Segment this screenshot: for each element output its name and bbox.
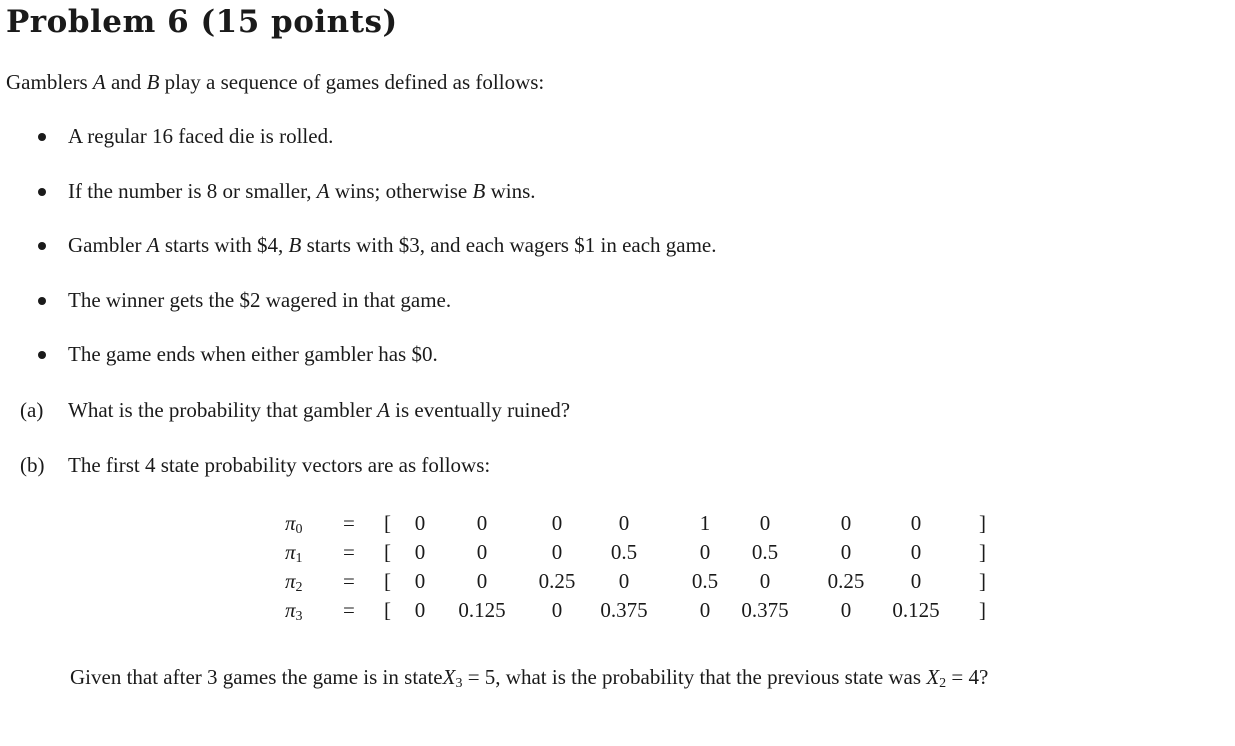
question-text: = 5, what is the probability that the previous state was xyxy=(462,665,927,689)
part-a-text: What is the probability that gambler xyxy=(68,398,378,422)
rules-list xyxy=(38,114,717,387)
rule-text: The winner gets the $2 wagered in that game. xyxy=(68,287,452,312)
question-text: Given that after 3 games the game is in state xyxy=(70,665,443,689)
rule-text: starts with $3, and each wagers $1 in each game. xyxy=(301,233,717,257)
vector-cell: 0 xyxy=(551,540,563,564)
vector-index: 3 xyxy=(295,609,303,624)
var-b: B xyxy=(146,70,160,94)
part-a xyxy=(20,398,570,423)
var-b: B xyxy=(472,178,486,203)
part-b-text: The first 4 state probability vectors are as follows: xyxy=(68,453,491,477)
part-b-question xyxy=(70,662,1220,699)
vector-cell: 0 xyxy=(699,598,711,622)
vector-cell: 0.125 xyxy=(458,598,506,622)
vector-name xyxy=(285,596,325,631)
left-bracket: [ xyxy=(384,598,391,622)
x3-subscript: 3 xyxy=(455,676,463,691)
vector-cell: 1 xyxy=(699,511,711,535)
vector-cell: 0 xyxy=(414,511,426,535)
vector-cell: 0 xyxy=(759,569,771,593)
vector-cell: 0 xyxy=(910,540,922,564)
vector-cell: 0 xyxy=(840,598,852,622)
part-b xyxy=(20,453,490,478)
x2-subscript: 2 xyxy=(939,676,947,691)
vector-row xyxy=(285,567,1005,596)
equals-sign: = xyxy=(343,569,355,593)
var-a: A xyxy=(146,233,160,257)
vector-cell: 0.125 xyxy=(892,598,940,622)
intro-paragraph xyxy=(6,70,544,95)
vector-cell: 0.25 xyxy=(538,569,576,593)
vector-cell: 0 xyxy=(759,511,771,535)
var-a: A xyxy=(316,178,330,203)
vector-cell: 0 xyxy=(910,569,922,593)
vector-cell: 0 xyxy=(910,511,922,535)
rule-item xyxy=(38,223,717,278)
rule-item xyxy=(38,169,717,224)
vector-cell: 0 xyxy=(476,569,488,593)
vector-cell: 0.5 xyxy=(610,540,638,564)
vector-cell: 0.25 xyxy=(827,569,865,593)
equals-sign: = xyxy=(343,540,355,564)
problem-title: Problem 6 (15 points) xyxy=(6,4,398,40)
vector-index: 2 xyxy=(295,580,303,595)
vector-cell: 0 xyxy=(551,598,563,622)
equals-sign: = xyxy=(343,511,355,535)
rule-text: A regular 16 faced die is rolled. xyxy=(68,124,334,148)
part-b-label: (b) xyxy=(20,453,45,477)
vector-cell: 0 xyxy=(414,540,426,564)
vector-cell: 0 xyxy=(551,511,563,535)
right-bracket: ] xyxy=(979,598,986,622)
vector-cell: 0.5 xyxy=(751,540,779,564)
rule-text: starts with $4, xyxy=(159,233,289,257)
pi-symbol: π xyxy=(285,569,296,593)
vector-cell: 0 xyxy=(699,540,711,564)
part-a-label: (a) xyxy=(20,398,44,422)
pi-symbol: π xyxy=(285,511,296,535)
vector-cell: 0 xyxy=(618,569,630,593)
rule-text: wins. xyxy=(485,178,536,203)
rule-text: Gambler xyxy=(68,233,147,257)
vector-cell: 0 xyxy=(414,598,426,622)
rule-text: If the number is 8 or smaller, xyxy=(68,178,317,203)
vector-row xyxy=(285,509,1005,538)
vector-cell: 0.5 xyxy=(691,569,719,593)
left-bracket: [ xyxy=(384,569,391,593)
var-b: B xyxy=(288,233,302,257)
left-bracket: [ xyxy=(384,540,391,564)
vector-cell: 0 xyxy=(476,511,488,535)
vector-cell: 0 xyxy=(618,511,630,535)
pi-symbol: π xyxy=(285,598,296,622)
intro-text-1: Gamblers xyxy=(6,70,93,94)
var-a: A xyxy=(377,398,390,422)
intro-text-2: and xyxy=(105,70,147,94)
vector-row xyxy=(285,596,1005,625)
vector-cell: 0.375 xyxy=(741,598,789,622)
var-x3: X xyxy=(442,665,456,689)
var-a: A xyxy=(92,70,106,94)
pi-symbol: π xyxy=(285,540,296,564)
vector-index: 1 xyxy=(295,551,303,566)
vector-row xyxy=(285,538,1005,567)
part-a-text: is eventually ruined? xyxy=(389,398,571,422)
right-bracket: ] xyxy=(979,540,986,564)
rule-text: wins; otherwise xyxy=(329,178,473,203)
question-text: = 4? xyxy=(946,665,989,689)
right-bracket: ] xyxy=(979,569,986,593)
vector-cell: 0 xyxy=(414,569,426,593)
rule-item xyxy=(38,278,717,333)
state-probability-matrix xyxy=(285,509,1005,625)
intro-text-3: play a sequence of games defined as follows: xyxy=(159,70,545,94)
vector-cell: 0 xyxy=(476,540,488,564)
vector-index: 0 xyxy=(295,522,303,537)
left-bracket: [ xyxy=(384,511,391,535)
rule-item xyxy=(38,332,717,387)
var-x2: X xyxy=(926,665,940,689)
right-bracket: ] xyxy=(979,511,986,535)
vector-cell: 0.375 xyxy=(600,598,648,622)
vector-cell: 0 xyxy=(840,540,852,564)
equals-sign: = xyxy=(343,598,355,622)
vector-cell: 0 xyxy=(840,511,852,535)
rule-text: The game ends when either gambler has $0. xyxy=(68,342,438,366)
rule-item xyxy=(38,114,717,169)
